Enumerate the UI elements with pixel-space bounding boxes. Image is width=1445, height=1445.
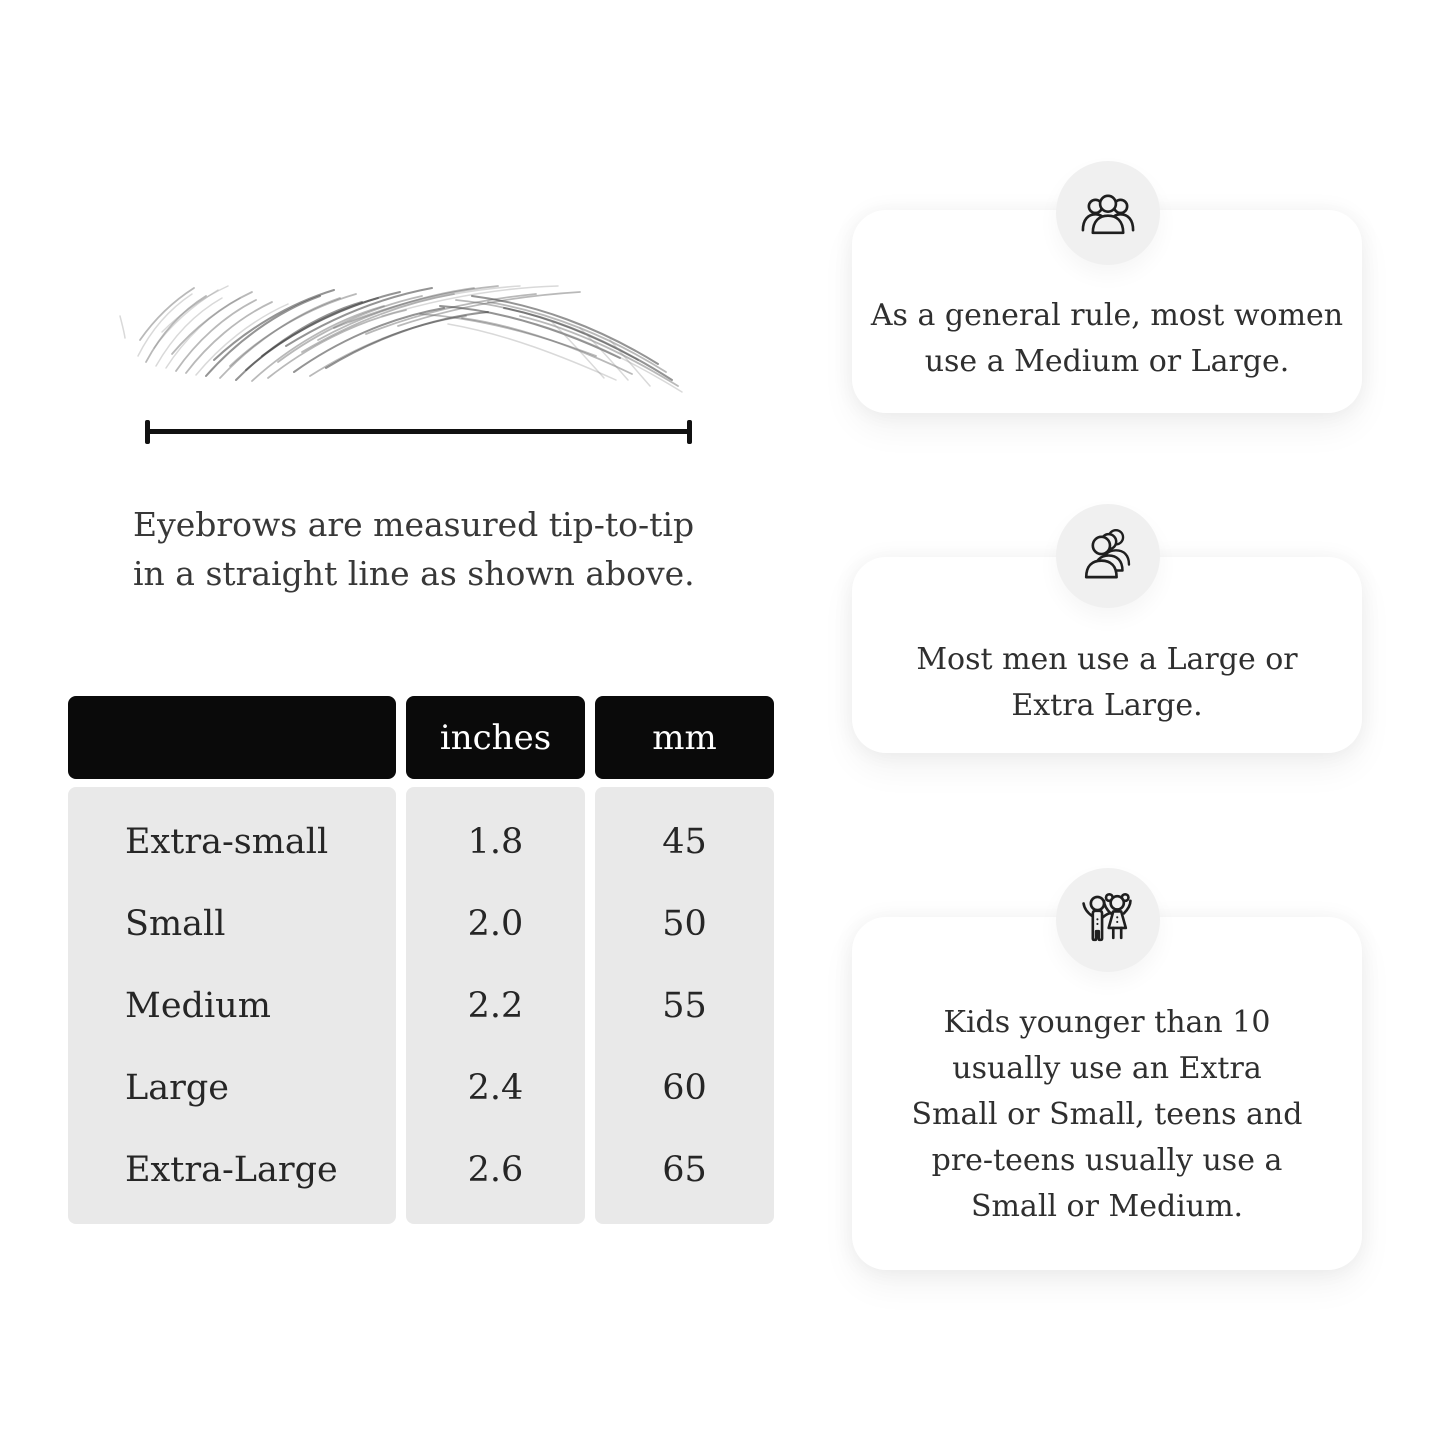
size-label: Extra-small	[125, 821, 329, 862]
measurement-bar	[147, 429, 690, 434]
note-card-kids-line-5: Small or Medium.	[970, 1188, 1244, 1224]
men-group-icon	[1075, 523, 1141, 589]
inches-value: 1.8	[467, 821, 524, 862]
card-icon-circle	[1056, 161, 1160, 265]
card-icon-circle	[1056, 868, 1160, 972]
note-card-kids-line-4: pre-teens usually use a	[931, 1142, 1283, 1178]
children-icon	[1075, 887, 1141, 953]
note-card-kids-line-2: usually use an Extra	[952, 1050, 1262, 1086]
card-icon-circle	[1056, 504, 1160, 608]
size-table-body	[68, 787, 774, 1224]
size-label: Medium	[125, 985, 271, 1026]
eyebrow-illustration	[110, 228, 710, 408]
measurement-line	[145, 420, 692, 444]
size-table-label-column	[68, 787, 396, 1224]
size-table-header-row	[68, 696, 774, 779]
size-table-header-mm: mm	[595, 696, 774, 779]
size-table-inches-column	[406, 787, 585, 1224]
mm-value: 65	[662, 1149, 707, 1190]
size-label: Large	[125, 1067, 229, 1108]
mm-value: 45	[662, 821, 707, 862]
size-label: Extra-Large	[125, 1149, 338, 1190]
note-card-kids-line-3: Small or Small, teens and	[911, 1096, 1303, 1132]
women-group-icon	[1075, 180, 1141, 246]
measurement-caption	[133, 500, 695, 598]
note-card-men-line-1: Most men use a Large or	[916, 642, 1298, 677]
mm-value: 60	[662, 1067, 707, 1108]
inches-value: 2.2	[467, 985, 524, 1026]
inches-value: 2.6	[467, 1149, 524, 1190]
mm-value: 50	[662, 903, 707, 944]
inches-value: 2.0	[467, 903, 524, 944]
caption-line-2: in a straight line as shown above.	[133, 554, 695, 593]
note-card-kids-line-1: Kids younger than 10	[943, 1004, 1271, 1040]
measurement-tick-right	[687, 420, 692, 444]
mm-value: 55	[662, 985, 707, 1026]
note-card-men-line-2: Extra Large.	[1011, 688, 1203, 723]
size-label: Small	[125, 903, 226, 944]
size-table-mm-column	[595, 787, 774, 1224]
note-card-women-line-2: use a Medium or Large.	[924, 343, 1290, 379]
size-table	[68, 696, 774, 1224]
size-table-header-blank	[68, 696, 396, 779]
note-card-women-line-1: As a general rule, most women	[870, 297, 1344, 333]
size-table-header-inches: inches	[406, 696, 585, 779]
caption-line-1: Eyebrows are measured tip-to-tip	[133, 505, 695, 544]
inches-value: 2.4	[467, 1067, 524, 1108]
